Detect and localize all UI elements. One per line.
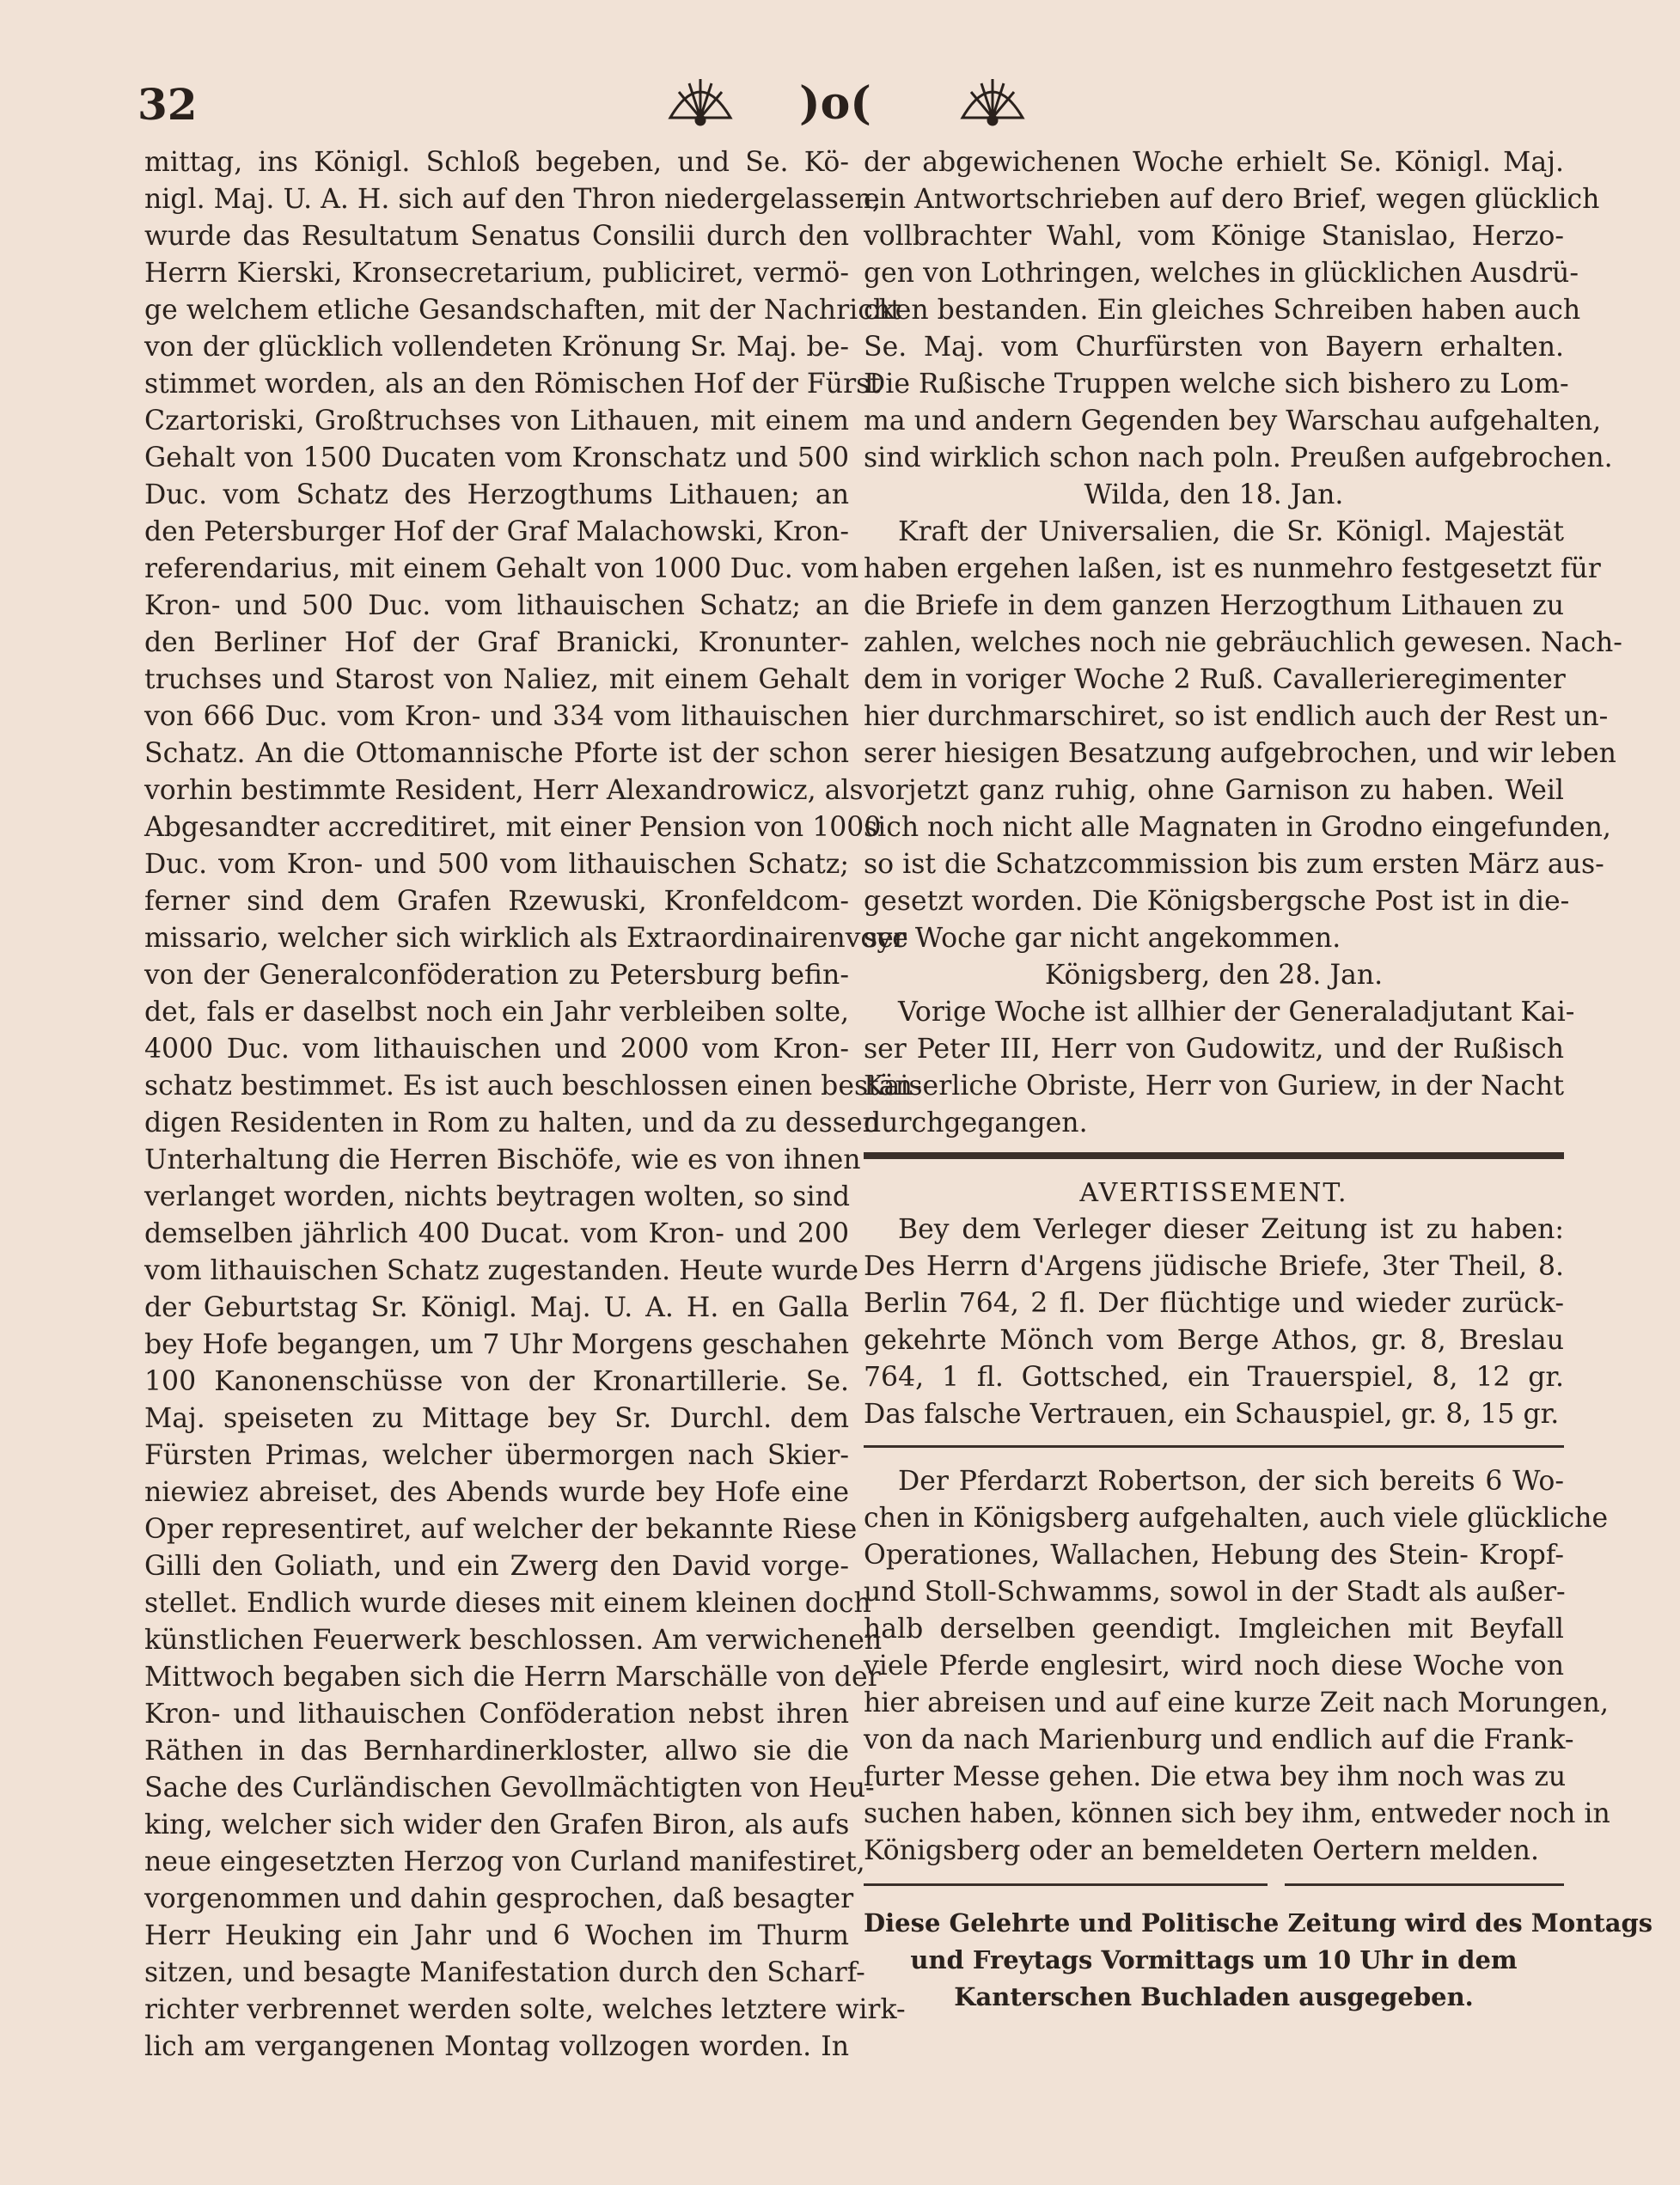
veterinarian-notice — [864, 1463, 1610, 1870]
right-column — [864, 144, 1653, 2016]
article-line: so ist die Schatzcommission bis zum ersten März aus- — [864, 849, 1604, 880]
avertissement-title: AVERTISSEMENT. — [1079, 1178, 1348, 1208]
avertissement-line: Das falsche Vertrauen, ein Schauspiel, gr. 8, 15 gr. — [864, 1399, 1560, 1430]
page-header — [0, 70, 1680, 148]
left-column-line: lich am vergangenen Montag vollzogen worden. In — [144, 2031, 849, 2062]
left-column-line: mittag, ins Königl. Schloß begeben, und Se. Kö- — [144, 147, 849, 178]
left-column-line: stimmet worden, als an den Römischen Hof der Fürst — [144, 369, 881, 400]
publication-footer — [864, 1905, 1653, 2016]
avertissement-line: Des Herrn d'Argens jüdische Briefe, 3ter Theil, 8. — [864, 1251, 1564, 1282]
left-column-line: Kron- und lithauischen Conföderation nebst ihren — [144, 1699, 849, 1730]
article-koenigsberg — [864, 994, 1575, 1142]
left-column-line: Unterhaltung die Herren Bischöfe, wie es von ihnen — [144, 1144, 861, 1175]
shell-ornament-left-icon — [662, 70, 739, 131]
left-column-line: truchses und Starost von Naliez, mit einem Gehalt — [144, 664, 849, 695]
left-column-line: Kron- und 500 Duc. vom lithauischen Schatz; an — [144, 590, 849, 621]
notice-line: furter Messe gehen. Die etwa bey ihm noch was zu — [864, 1761, 1567, 1792]
left-column — [144, 144, 922, 2066]
left-column-line: von der Generalconföderation zu Petersburg befin- — [144, 960, 849, 991]
left-column-line: Fürsten Primas, welcher übermorgen nach Skier- — [144, 1440, 849, 1471]
article-line: vollbrachter Wahl, vom Könige Stanislao, Herzo- — [864, 221, 1564, 252]
left-column-line: richter verbrennet werden solte, welches letztere wirk- — [144, 1994, 906, 2025]
notice-divider — [864, 1445, 1564, 1448]
left-column-line: den Berliner Hof der Graf Branicki, Kronunter- — [144, 627, 849, 658]
notice-line: und Stoll-Schwamms, sowol in der Stadt als außer- — [864, 1577, 1566, 1608]
article-line: Vorige Woche ist allhier der Generaladjutant Kai- — [898, 997, 1575, 1028]
notice-line: Königsberg oder an bemeldeten Oertern melden. — [864, 1835, 1539, 1866]
notice-line: Der Pferdarzt Robertson, der sich bereits 6 Wo- — [898, 1466, 1564, 1497]
left-column-line: 4000 Duc. vom lithauischen und 2000 vom Kron- — [144, 1034, 849, 1065]
notice-line: Operationes, Wallachen, Hebung des Stein- Kropf- — [864, 1540, 1564, 1571]
article-line: die Briefe in dem ganzen Herzogthum Lithauen zu — [864, 590, 1564, 621]
article-line: durchgegangen. — [864, 1108, 1088, 1138]
notice-line: von da nach Marienburg und endlich auf die Frank- — [864, 1724, 1574, 1755]
left-column-line: Mittwoch begaben sich die Herrn Marschälle von der — [144, 1662, 881, 1693]
left-column-line: king, welcher sich wider den Grafen Biron, als aufs — [144, 1810, 850, 1840]
footer-line: und Freytags Vormittags um 10 Uhr in dem — [910, 1945, 1518, 1974]
left-column-line: demselben jährlich 400 Ducat. vom Kron- und 200 — [144, 1218, 849, 1249]
left-column-line: Gehalt von 1500 Ducaten vom Kronschatz und 500 — [144, 442, 849, 473]
left-column-line: vorhin bestimmte Resident, Herr Alexandrowicz, als — [144, 775, 864, 806]
section-divider — [864, 1152, 1564, 1159]
left-column-line: ferner sind dem Grafen Rzewuski, Kronfeldcom- — [144, 886, 849, 917]
left-column-line: referendarius, mit einem Gehalt von 1000 Duc. vom — [144, 553, 859, 584]
left-column-line: vom lithauischen Schatz zugestanden. Heute wurde — [144, 1255, 858, 1286]
left-column-line: det, fals er daselbst noch ein Jahr verbleiben solte, — [144, 997, 849, 1028]
footer-line: Diese Gelehrte und Politische Zeitung wird des Montags — [864, 1908, 1653, 1938]
article-line: der abgewichenen Woche erhielt Se. Königl. Maj. — [864, 147, 1564, 178]
left-column-line: missario, welcher sich wirklich als Extraordinairenvoye — [144, 923, 908, 954]
left-column-line: neue eingesetzten Herzog von Curland manifestiret, — [144, 1846, 865, 1877]
left-column-line: digen Residenten in Rom zu halten, und da zu dessen — [144, 1108, 880, 1138]
article-line: zahlen, welches noch nie gebräuchlich gewesen. Nach- — [864, 627, 1622, 658]
left-column-line: vorgenommen und dahin gesprochen, daß besagter — [144, 1883, 854, 1914]
article-line: gen von Lothringen, welches in glücklichen Ausdrü- — [864, 258, 1579, 289]
avertissement-line: 764, 1 fl. Gottsched, ein Trauerspiel, 8, 12 gr. — [864, 1362, 1564, 1393]
article-line: cken bestanden. Ein gleiches Schreiben haben auch — [864, 295, 1581, 326]
left-column-line: von 666 Duc. vom Kron- und 334 vom lithauischen — [144, 701, 849, 732]
article-line: hier durchmarschiret, so ist endlich auch der Rest un- — [864, 701, 1609, 732]
left-column-line: Maj. speiseten zu Mittage bey Sr. Durchl. dem — [144, 1403, 849, 1434]
left-column-line: Duc. vom Schatz des Herzogthums Lithauen; an — [144, 479, 849, 510]
article-line: ser Woche gar nicht angekommen. — [864, 923, 1341, 954]
left-column-line: Abgesandter accreditiret, mit einer Pension von 1000 — [144, 812, 882, 843]
avertissement-line: Bey dem Verleger dieser Zeitung ist zu haben: — [898, 1214, 1564, 1245]
left-column-line: Oper representiret, auf welcher der bekannte Riese — [144, 1514, 858, 1545]
left-column-line: den Petersburger Hof der Graf Malachowski, Kron- — [144, 516, 849, 547]
left-column-line: wurde das Resultatum Senatus Consilii durch den — [144, 221, 849, 252]
left-column-line: Herr Heuking ein Jahr und 6 Wochen im Thurm — [144, 1920, 849, 1951]
notice-line: chen in Königsberg aufgehalten, auch viele glückliche — [864, 1503, 1609, 1534]
article-line: gesetzt worden. Die Königsbergsche Post ist in die- — [864, 886, 1570, 917]
dateline-koenigsberg: Königsberg, den 28. Jan. — [1044, 960, 1384, 991]
notice-line: suchen haben, können sich bey ihm, entweder noch in — [864, 1798, 1610, 1829]
left-column-line: Schatz. An die Ottomannische Pforte ist der schon — [144, 738, 849, 769]
article-wilda — [864, 514, 1622, 957]
avertissement-line: Berlin 764, 2 fl. Der flüchtige und wieder zurück- — [864, 1288, 1564, 1319]
notice-line: hier abreisen und auf eine kurze Zeit nach Morungen, — [864, 1688, 1609, 1718]
left-column-line: verlanget worden, nichts beytragen wolten, so sind — [144, 1181, 850, 1212]
left-column-line: Gilli den Goliath, und ein Zwerg den David vorge- — [144, 1551, 849, 1582]
left-column-line: stellet. Endlich wurde dieses mit einem kleinen doch — [144, 1588, 871, 1619]
left-column-line: Czartoriski, Großtruchses von Lithauen, mit einem — [144, 406, 849, 436]
left-column-line: schatz bestimmet. Es ist auch beschlossen einen bestän- — [144, 1071, 922, 1102]
article-line: Kraft der Universalien, die Sr. Königl. Majestät — [898, 516, 1564, 547]
left-column-line: der Geburtstag Sr. Königl. Maj. U. A. H. en Galla — [144, 1292, 849, 1323]
left-column-line: Sache des Curländischen Gevollmächtigten von Heu- — [144, 1773, 875, 1804]
article-line: Kaiserliche Obriste, Herr von Guriew, in der Nacht — [864, 1071, 1564, 1102]
left-column-line: bey Hofe begangen, um 7 Uhr Morgens geschahen — [144, 1329, 849, 1360]
avertissement-text — [864, 1212, 1564, 1433]
left-column-line: Duc. vom Kron- und 500 vom lithauischen Schatz; — [144, 849, 849, 880]
article-line: vorjetzt ganz ruhig, ohne Garnison zu haben. Weil — [864, 775, 1564, 806]
article-line: Se. Maj. vom Churfürsten von Bayern erhalten. — [864, 332, 1564, 363]
left-column-line: Räthen in das Bernhardinerkloster, allwo sie die — [144, 1736, 849, 1767]
dateline-wilda: Wilda, den 18. Jan. — [1084, 479, 1344, 510]
page-number: 32 — [137, 79, 198, 130]
shell-ornament-right-icon — [954, 70, 1031, 131]
left-column-line: nigl. Maj. U. A. H. sich auf den Thron niedergelassen, — [144, 184, 881, 215]
article-line: sich noch nicht alle Magnaten in Grodno eingefunden, — [864, 812, 1611, 843]
article-line: dem in voriger Woche 2 Ruß. Cavallerieregimenter — [864, 664, 1566, 695]
article-line: ein Antwortschrieben auf dero Brief, wegen glücklich — [864, 184, 1600, 215]
left-column-line: künstlichen Feuerwerk beschlossen. Am verwichenen — [144, 1625, 883, 1656]
article-line: ma und andern Gegenden bey Warschau aufgehalten, — [864, 406, 1602, 436]
article-line: haben ergehen laßen, ist es nunmehro festgesetzt für — [864, 553, 1601, 584]
left-column-line: Herrn Kierski, Kronsecretarium, publiciret, vermö- — [144, 258, 849, 289]
notice-line: viele Pferde englesirt, wird noch diese Woche von — [864, 1651, 1564, 1681]
left-column-line: von der glücklich vollendeten Krönung Sr. Maj. be- — [144, 332, 849, 363]
center-ornament: )o( — [799, 77, 871, 130]
left-column-line: sitzen, und besagte Manifestation durch den Scharf- — [144, 1957, 865, 1988]
article-line: Die Rußische Truppen welche sich bishero zu Lom- — [864, 369, 1569, 400]
left-column-line: 100 Kanonenschüsse von der Kronartillerie. Se. — [144, 1366, 849, 1397]
article-warschau-continued — [864, 144, 1613, 477]
article-line: ser Peter III, Herr von Gudowitz, und der Rußisch — [864, 1034, 1564, 1065]
left-column-line: niewiez abreiset, des Abends wurde bey Hofe eine — [144, 1477, 849, 1508]
left-column-line: ge welchem etliche Gesandschaften, mit der Nachricht — [144, 295, 901, 326]
notice-line: halb derselben geendigt. Imgleichen mit Beyfall — [864, 1614, 1564, 1645]
article-line: serer hiesigen Besatzung aufgebrochen, und wir leben — [864, 738, 1616, 769]
footer-line: Kanterschen Buchladen ausgegeben. — [954, 1982, 1474, 2011]
article-line: sind wirklich schon nach poln. Preußen aufgebrochen. — [864, 442, 1613, 473]
avertissement-line: gekehrte Mönch vom Berge Athos, gr. 8, Breslau — [864, 1325, 1564, 1356]
footer-divider — [864, 1883, 1564, 1886]
